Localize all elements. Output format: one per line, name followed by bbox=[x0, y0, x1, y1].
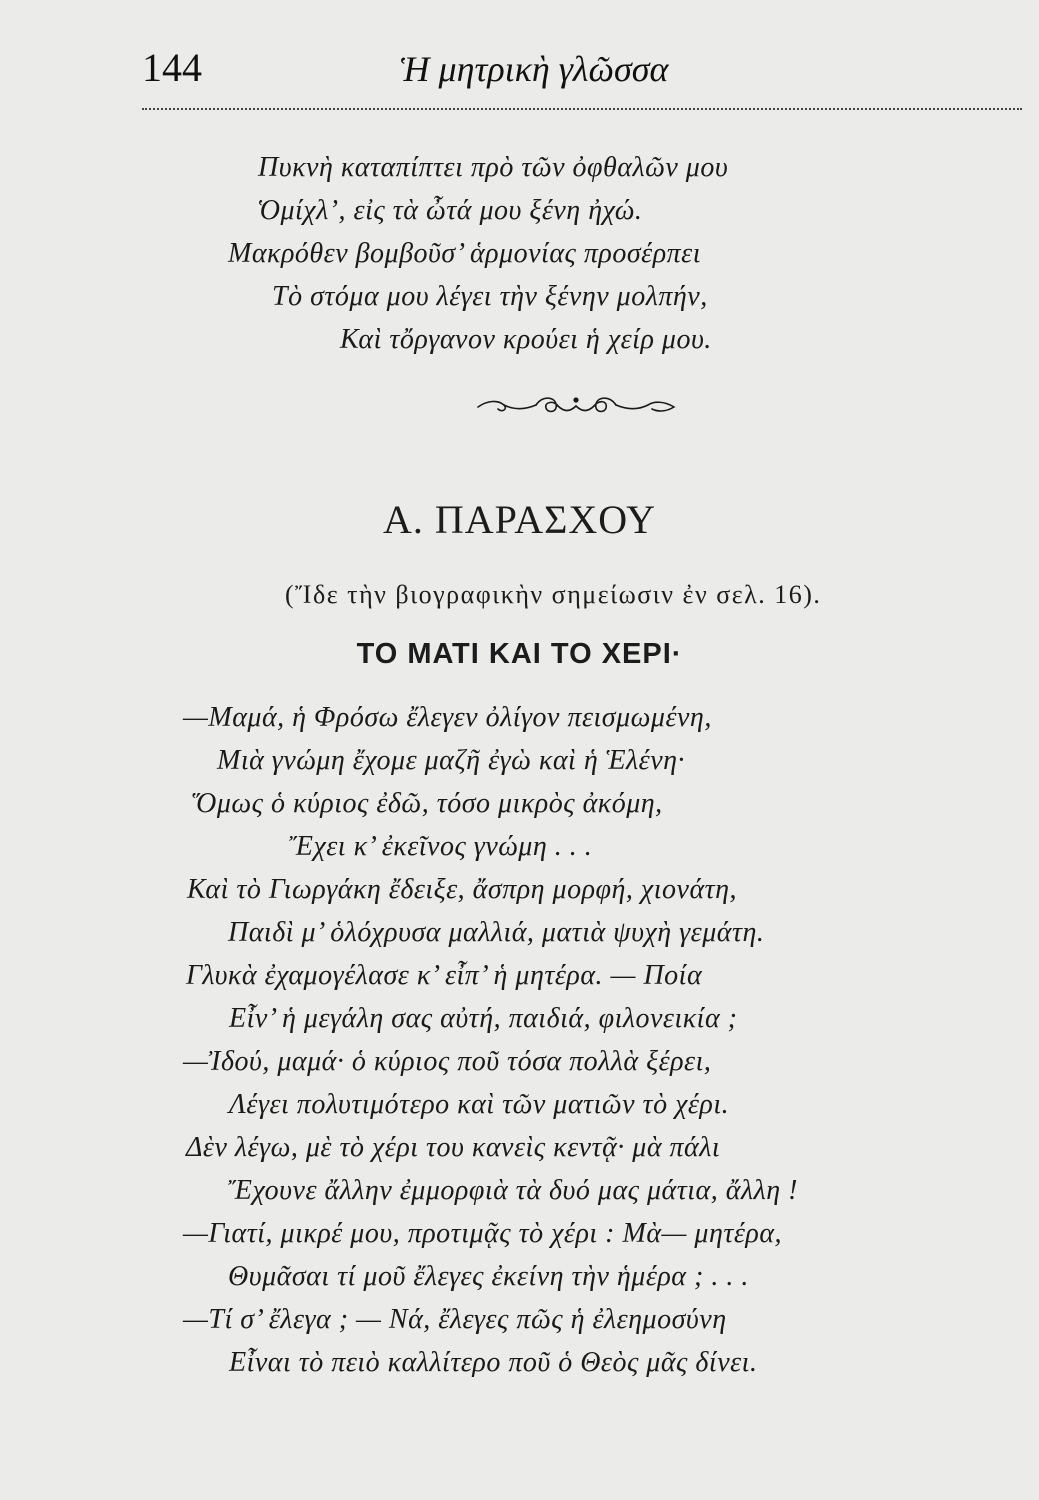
poem-line: —Ἰδού, μαμά· ὁ κύριος ποῦ τόσα πολλὰ ξέρει, bbox=[183, 1046, 712, 1077]
poem-line: Καὶ τὄργανον κρούει ἡ χείρ μου. bbox=[340, 324, 712, 355]
poem-line: Πυκνὴ καταπίπτει πρὸ τῶν ὀφθαλῶν μου bbox=[258, 152, 729, 183]
poem-line: Παιδὶ μ’ ὁλόχρυσα μαλλιά, ματιὰ ψυχὴ γεμάτη. bbox=[228, 917, 765, 948]
poem-line: Καὶ τὸ Γιωργάκη ἔδειξε, ἄσπρη μορφή, χιονάτη, bbox=[187, 874, 738, 905]
poem-line: —Γιατί, μικρέ μου, προτιμᾷς τὸ χέρι : Μὰ— μητέρα, bbox=[183, 1218, 783, 1249]
poem-title: ΤΟ ΜΑΤΙ ΚΑΙ ΤΟ ΧΕΡΙ· bbox=[356, 638, 683, 670]
poem-line: Μιὰ γνώμη ἔχομε μαζῆ ἐγὼ καὶ ἡ Ἑλένη· bbox=[217, 745, 686, 776]
poem-line: Ἔχουνε ἄλλην ἐμμορφιὰ τὰ δυό μας μάτια, ἄλλη ! bbox=[228, 1175, 798, 1206]
page-number: 144 bbox=[142, 45, 202, 90]
poem-line: Ὁμίχλ’, εἰς τὰ ὦτά μου ξένη ἠχώ. bbox=[257, 195, 643, 226]
poem-line: Ἔχει κ’ ἐκεῖνος γνώμη . . . bbox=[289, 831, 593, 862]
scroll-flourish-icon bbox=[476, 392, 676, 424]
poem-line: —Μαμά, ἡ Φρόσω ἔλεγεν ὀλίγον πεισμωμένη, bbox=[183, 702, 712, 733]
biography-reference: (Ἴδε τὴν βιογραφικὴν σημείωσιν ἐν σελ. 16). bbox=[285, 580, 822, 609]
poem-line: —Τί σ’ ἔλεγα ; — Νά, ἔλεγες πῶς ἡ ἐλεημοσύνη bbox=[183, 1304, 727, 1335]
poem-line: Λέγει πολυτιμότερο καὶ τῶν ματιῶν τὸ χέρι. bbox=[229, 1089, 730, 1120]
poem-line: Ὅμως ὁ κύριος ἐδῶ, τόσο μικρὸς ἀκόμη, bbox=[192, 788, 663, 819]
poem-line: Τὸ στόμα μου λέγει τὴν ξένην μολπήν, bbox=[272, 281, 708, 312]
poem-line: Θυμᾶσαι τί μοῦ ἔλεγες ἐκείνη τὴν ἡμέρα ; . . . bbox=[228, 1261, 749, 1292]
author-heading: Α. ΠΑΡΑΣΧΟΥ bbox=[382, 497, 657, 542]
poem-line: Γλυκὰ ἐχαμογέλασε κ’ εἶπ’ ἡ μητέρα. — Ποία bbox=[186, 960, 703, 991]
poem-line: Μακρόθεν βομβοῦσ’ ἁρμονίας προσέρπει bbox=[228, 238, 701, 269]
poem-line: Εἶν’ ἡ μεγάλη σας αὐτή, παιδιά, φιλονεικία ; bbox=[229, 1003, 738, 1034]
poem-line: Εἶναι τὸ πειὸ καλλίτερο ποῦ ὁ Θεὸς μᾶς δίνει. bbox=[229, 1347, 758, 1378]
running-title: Ἡ μητρικὴ γλῶσσα bbox=[400, 49, 669, 89]
header-rule bbox=[142, 108, 1022, 110]
poem-line: Δὲν λέγω, μὲ τὸ χέρι του κανεὶς κεντᾷ· μὰ πάλι bbox=[186, 1132, 721, 1163]
